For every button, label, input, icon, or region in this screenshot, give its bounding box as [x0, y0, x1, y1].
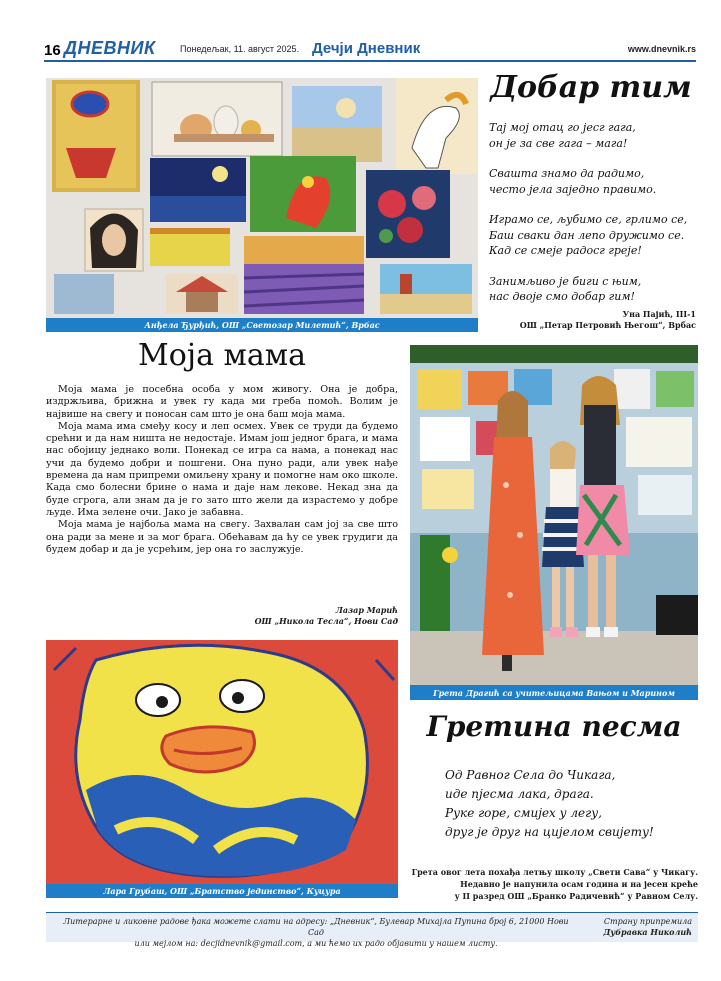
poem-line: нас двоје смо добар гим! [489, 290, 635, 303]
poem-line: Кад се смеје радосг греје! [489, 244, 642, 257]
site-url: www.dnevnik.rs [627, 44, 696, 54]
page-footer [46, 912, 698, 948]
poem-2-title: Гретина песма [426, 710, 682, 743]
editor-name: Дубравка Николић [603, 927, 692, 937]
section-title: Дечји Дневник [312, 40, 421, 57]
poem-line: он је за све гага – мага! [489, 136, 628, 150]
note-line: у II разред ОШ „Бранко Радичевић“ у Равном Селу. [454, 891, 698, 901]
artwork-1-caption: Анђела Ђурђић, ОШ „Светозар Милетић“, Врбас [46, 318, 478, 332]
poem-line: Баш сваки дан лепо дружимо се. [489, 228, 685, 242]
submission-info [56, 916, 576, 949]
poem-1-school: ОШ „Петар Петровић Његош“, Врбас [519, 320, 696, 330]
gallery-illustration [46, 78, 478, 318]
article-title: Моја мама [138, 338, 306, 373]
poem-1-stanza [489, 212, 699, 259]
poem-line: Руке горе, смијех у легу, [445, 806, 602, 820]
artwork-2-caption: Лара Грубаш, ОШ „Братство јединство“, Куцура [46, 884, 398, 898]
poem-1-signature [486, 309, 696, 331]
poem-line: често јела заједно правимо. [489, 182, 657, 196]
page-header [44, 40, 696, 62]
article-author: Лазар Марић [335, 605, 398, 615]
article-paragraph: Моја мама има смеђу косу и леп осмех. Увек се труди да будемо срећни и да нам ништа не недостаје. Имам још једног брага, и мама нас обојицу једнако воли. Понекад се игра са нама, а понекад нас учи да будемо добри и пошгени. Она пуно ради, али увек нађе времена да нам припреми омиљену храну и помогне нам око школе. Када смо болесни брине о нама и даје нам лекове. Некад зна да буде сгрога, али знам да је го зато што жели да израстемо у добре људе. Има зелене очи. Јако је забавна. [46, 420, 398, 518]
artwork-gallery-image [46, 78, 478, 318]
artwork-duck-painting [46, 640, 398, 884]
poem-1-stanza [489, 166, 699, 197]
article-paragraph: Моја мама је најбоља мама на свегу. Захвалан сам јој за све што она ради за мене и за мог брага. Обећавам да ћу се увек грудиги да будем добар и да је усрећим, јер она го заслужује. [46, 519, 398, 555]
poem-1-body [489, 120, 699, 320]
poem-line: Занимљиво је биги с њим, [489, 274, 642, 288]
poem-line: друг је друг на цијелом свијету! [445, 825, 654, 839]
article-paragraph: Моја мама је посебна особа у мом живогу. Она је добра, издржљива, брижна и увек гу када ми греба помоћ. Волим је највише на свегу и поносан сам што је она баш моја мама. [46, 384, 398, 420]
poem-1-author: Уна Пајић, III-1 [622, 309, 696, 319]
poem-1-stanza [489, 274, 699, 305]
poem-line: иде пјесма лака, драга. [445, 787, 594, 801]
poem-1-title: Добар тим [490, 70, 692, 105]
issue-date: Понедељак, 11. август 2025. [180, 44, 300, 54]
article-signature [200, 605, 398, 627]
note-line: Недавно је напунила осам година и на јесен креће [460, 879, 698, 889]
submission-line: Литерарне и ликовне радове ђака можете слати на адресу: „Дневник“, Булевар Михајла Пупина број 6, 21000 Нови Сад [63, 917, 569, 937]
photo-caption: Грета Драгић са учитељицама Вањом и Марином [410, 685, 698, 700]
poem-2-body [445, 766, 695, 842]
masthead-logo: ДНЕВНИК [64, 38, 156, 58]
page-number: 16 [44, 42, 61, 59]
poem-line: Свашта знамо да радимо, [489, 167, 645, 180]
poem-2-note [410, 866, 698, 902]
note-line: Грета овог лета похађа летњу школу „Свети Сава“ у Чикагу. [411, 867, 698, 877]
classroom-photo [410, 345, 698, 685]
poem-1-stanza [489, 120, 699, 151]
article-body [46, 384, 398, 556]
submission-line: или мејлом на: decjidnevnik@gmail.com, а ми ћемо их радо објавити у нашем листу. [134, 939, 498, 948]
classroom-photo-illustration [410, 345, 698, 685]
poem-line: Од Равног Села до Чикага, [445, 768, 616, 782]
editor-credit [596, 916, 692, 938]
article-school: ОШ „Никола Тесла“, Нови Сад [254, 616, 398, 626]
poem-line: Играмо се, љубимо се, грлимо се, [489, 213, 688, 226]
duck-painting-illustration [46, 640, 398, 884]
poem-line: Тај мој отац го јесг гага, [489, 121, 636, 134]
editor-label: Страну припремила [603, 917, 692, 926]
